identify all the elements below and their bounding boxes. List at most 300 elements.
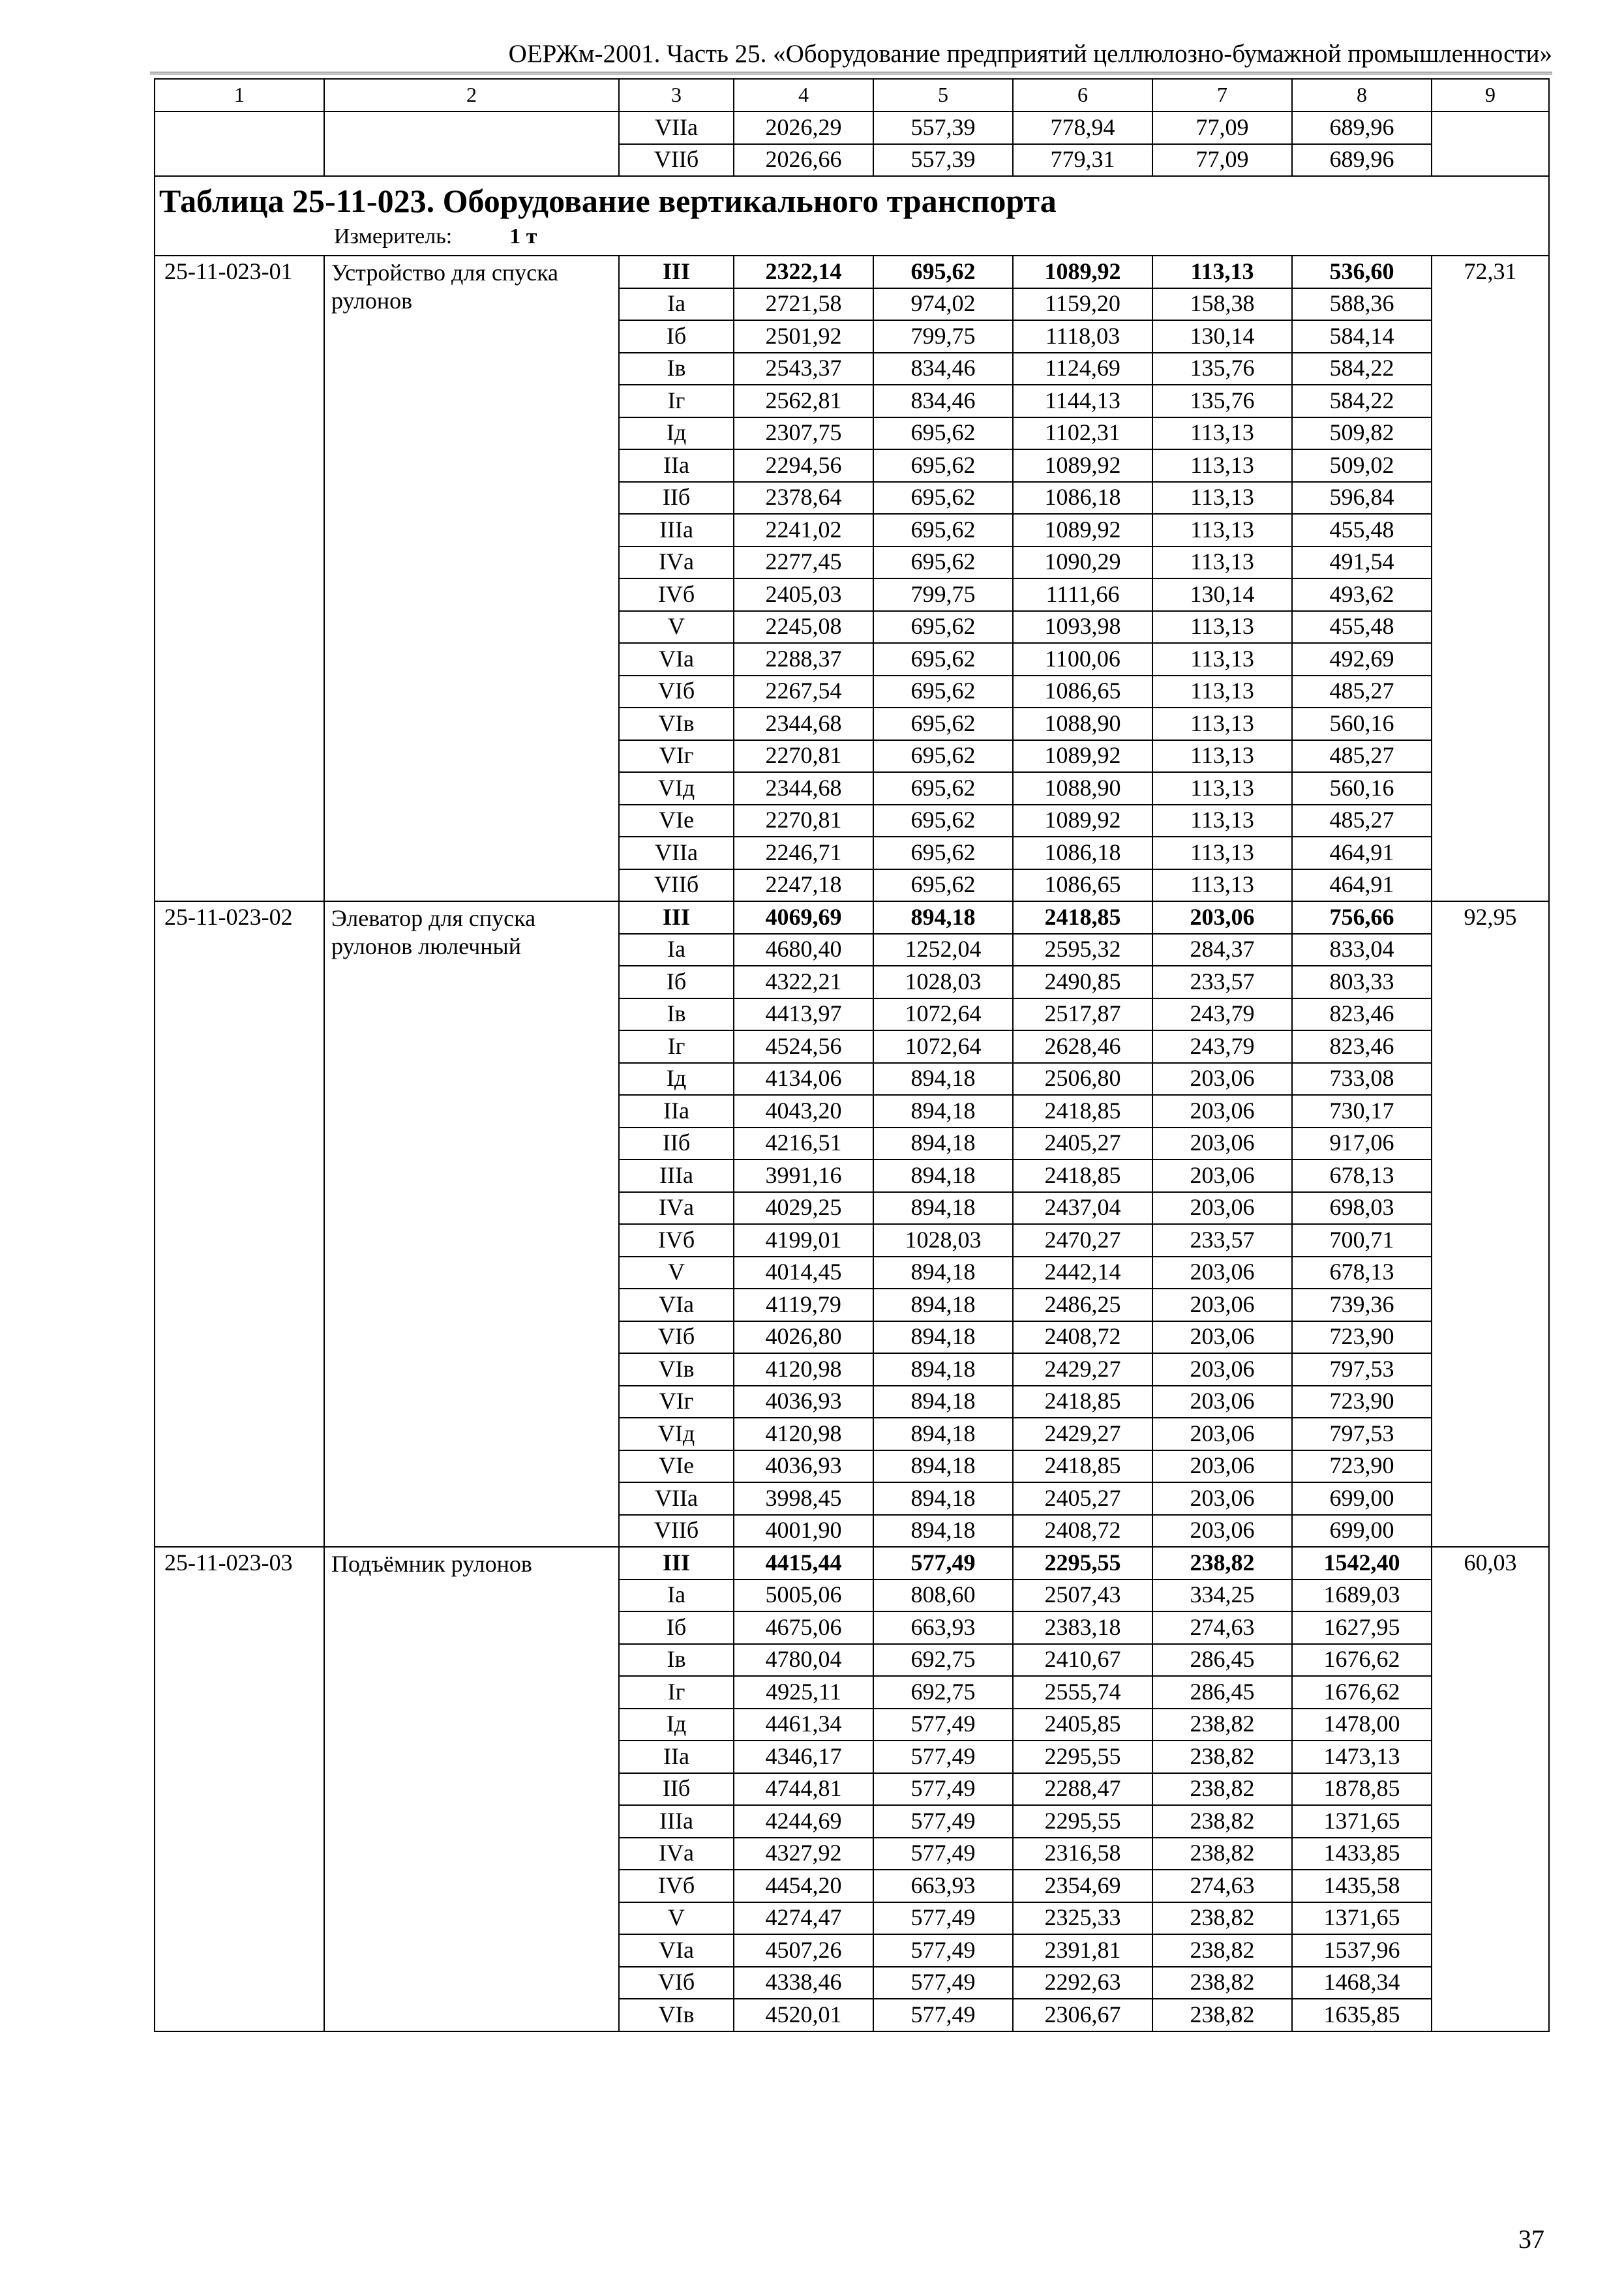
value-cell: 2306,67 bbox=[1013, 1999, 1152, 2031]
value-cell: 1089,92 bbox=[1013, 514, 1152, 546]
value-cell: 894,18 bbox=[873, 1450, 1013, 1483]
value-cell: 2294,56 bbox=[734, 449, 873, 482]
value-cell: 4199,01 bbox=[734, 1224, 873, 1257]
value-cell: 577,49 bbox=[873, 1838, 1013, 1870]
value-cell: 1089,92 bbox=[1013, 740, 1152, 773]
value-cell: 2241,02 bbox=[734, 514, 873, 546]
zone-cell: IIа bbox=[619, 1095, 734, 1128]
value-cell: 588,36 bbox=[1292, 288, 1432, 321]
value-cell: 577,49 bbox=[873, 1902, 1013, 1935]
value-cell: 334,25 bbox=[1152, 1579, 1292, 1612]
value-cell: 4001,90 bbox=[734, 1515, 873, 1548]
value-cell: 723,90 bbox=[1292, 1386, 1432, 1418]
meter-line bbox=[159, 224, 1544, 248]
value-cell: 485,27 bbox=[1292, 805, 1432, 837]
value-cell: 238,82 bbox=[1152, 1999, 1292, 2031]
value-cell: 1118,03 bbox=[1013, 320, 1152, 353]
value-cell: 692,75 bbox=[873, 1644, 1013, 1677]
value-cell: 1090,29 bbox=[1013, 546, 1152, 579]
value-cell: 1072,64 bbox=[873, 1030, 1013, 1063]
column-number: 7 bbox=[1152, 79, 1292, 112]
value-cell: 4520,01 bbox=[734, 1999, 873, 2031]
value-cell: 4327,92 bbox=[734, 1838, 873, 1870]
value-cell: 113,13 bbox=[1152, 514, 1292, 546]
value-cell: 1093,98 bbox=[1013, 611, 1152, 644]
value-cell: 2410,67 bbox=[1013, 1644, 1152, 1677]
value-cell: 493,62 bbox=[1292, 578, 1432, 611]
value-cell: 238,82 bbox=[1152, 1934, 1292, 1967]
value-cell: 1433,85 bbox=[1292, 1838, 1432, 1870]
value-cell: 4507,26 bbox=[734, 1934, 873, 1967]
value-cell: 1086,65 bbox=[1013, 869, 1152, 902]
value-cell: 894,18 bbox=[873, 1482, 1013, 1515]
value-cell: 1086,18 bbox=[1013, 482, 1152, 515]
value-cell: 2418,85 bbox=[1013, 1095, 1152, 1128]
value-cell: 1089,92 bbox=[1013, 449, 1152, 482]
value-cell: 203,06 bbox=[1152, 1192, 1292, 1225]
value-cell: 274,63 bbox=[1152, 1870, 1292, 1902]
value-cell: 695,62 bbox=[873, 772, 1013, 805]
value-cell: 4461,34 bbox=[734, 1709, 873, 1741]
zone-cell: VIе bbox=[619, 805, 734, 837]
value-cell: 894,18 bbox=[873, 1063, 1013, 1096]
value-cell: 130,14 bbox=[1152, 578, 1292, 611]
column-number: 4 bbox=[734, 79, 873, 112]
zone-cell: IVа bbox=[619, 1838, 734, 1870]
value-cell: 2246,71 bbox=[734, 837, 873, 869]
zone-cell: IIа bbox=[619, 1741, 734, 1773]
value-cell: 2555,74 bbox=[1013, 1676, 1152, 1709]
value-cell: 1159,20 bbox=[1013, 288, 1152, 321]
value-cell: 695,62 bbox=[873, 708, 1013, 740]
value-cell: 77,09 bbox=[1152, 112, 1292, 144]
value-cell: 238,82 bbox=[1152, 1547, 1292, 1579]
value-cell: 560,16 bbox=[1292, 772, 1432, 805]
zone-cell: VIг bbox=[619, 740, 734, 773]
item-extra-value: 60,03 bbox=[1432, 1547, 1549, 2031]
zone-cell: VIIб bbox=[619, 1515, 734, 1548]
zone-cell: VIг bbox=[619, 1386, 734, 1418]
value-cell: 238,82 bbox=[1152, 1967, 1292, 1999]
value-cell: 113,13 bbox=[1152, 869, 1292, 902]
zone-cell: IVа bbox=[619, 546, 734, 579]
table-title: Таблица 25-11-023. Оборудование вертикального транспорта bbox=[159, 183, 1057, 219]
value-cell: 4454,20 bbox=[734, 1870, 873, 1902]
value-cell: 695,62 bbox=[873, 449, 1013, 482]
value-cell: 203,06 bbox=[1152, 1482, 1292, 1515]
zone-cell: Iг bbox=[619, 1676, 734, 1709]
value-cell: 699,00 bbox=[1292, 1482, 1432, 1515]
value-cell: 233,57 bbox=[1152, 1224, 1292, 1257]
value-cell: 113,13 bbox=[1152, 611, 1292, 644]
value-cell: 1478,00 bbox=[1292, 1709, 1432, 1741]
value-cell: 894,18 bbox=[873, 1289, 1013, 1321]
value-cell: 823,46 bbox=[1292, 1030, 1432, 1063]
value-cell: 203,06 bbox=[1152, 1063, 1292, 1096]
value-cell: 1102,31 bbox=[1013, 417, 1152, 450]
zone-cell: IIIа bbox=[619, 1805, 734, 1838]
value-cell: 2307,75 bbox=[734, 417, 873, 450]
value-cell: 284,37 bbox=[1152, 934, 1292, 966]
value-cell: 4524,56 bbox=[734, 1030, 873, 1063]
value-cell: 113,13 bbox=[1152, 417, 1292, 450]
zone-cell: Iд bbox=[619, 1063, 734, 1096]
empty-cell bbox=[155, 112, 324, 176]
zone-cell: Iв bbox=[619, 353, 734, 385]
value-cell: 238,82 bbox=[1152, 1902, 1292, 1935]
value-cell: 4043,20 bbox=[734, 1095, 873, 1128]
value-cell: 797,53 bbox=[1292, 1353, 1432, 1386]
value-cell: 243,79 bbox=[1152, 1030, 1292, 1063]
value-cell: 4120,98 bbox=[734, 1418, 873, 1450]
value-cell: 1072,64 bbox=[873, 998, 1013, 1031]
value-cell: 203,06 bbox=[1152, 901, 1292, 934]
value-cell: 4134,06 bbox=[734, 1063, 873, 1096]
value-cell: 113,13 bbox=[1152, 256, 1292, 288]
value-cell: 823,46 bbox=[1292, 998, 1432, 1031]
value-cell: 894,18 bbox=[873, 1095, 1013, 1128]
table-body bbox=[155, 79, 1549, 2031]
value-cell: 4675,06 bbox=[734, 1611, 873, 1644]
value-cell: 1086,65 bbox=[1013, 676, 1152, 708]
value-cell: 4120,98 bbox=[734, 1353, 873, 1386]
zone-cell: VIв bbox=[619, 1999, 734, 2031]
value-cell: 577,49 bbox=[873, 1805, 1013, 1838]
value-cell: 723,90 bbox=[1292, 1450, 1432, 1483]
header-title: ОЕРЖм-2001. Часть 25. «Оборудование предприятий целлюлозно-бумажной промышленности» bbox=[508, 40, 1552, 68]
value-cell: 584,14 bbox=[1292, 320, 1432, 353]
item-name: Подъёмник рулонов bbox=[324, 1547, 619, 2031]
value-cell: 238,82 bbox=[1152, 1805, 1292, 1838]
value-cell: 238,82 bbox=[1152, 1709, 1292, 1741]
value-cell: 4014,45 bbox=[734, 1257, 873, 1289]
value-cell: 695,62 bbox=[873, 546, 1013, 579]
value-cell: 113,13 bbox=[1152, 772, 1292, 805]
value-cell: 2543,37 bbox=[734, 353, 873, 385]
table-row bbox=[155, 256, 1549, 288]
zone-cell: VIIб bbox=[619, 144, 734, 177]
column-number: 9 bbox=[1432, 79, 1549, 112]
value-cell: 113,13 bbox=[1152, 449, 1292, 482]
value-cell: 894,18 bbox=[873, 1192, 1013, 1225]
value-cell: 1635,85 bbox=[1292, 1999, 1432, 2031]
running-header bbox=[150, 31, 1552, 74]
value-cell: 894,18 bbox=[873, 1353, 1013, 1386]
value-cell: 2429,27 bbox=[1013, 1418, 1152, 1450]
value-cell: 203,06 bbox=[1152, 1128, 1292, 1160]
column-number: 6 bbox=[1013, 79, 1152, 112]
value-cell: 2391,81 bbox=[1013, 1934, 1152, 1967]
value-cell: 113,13 bbox=[1152, 676, 1292, 708]
value-cell: 695,62 bbox=[873, 676, 1013, 708]
value-cell: 596,84 bbox=[1292, 482, 1432, 515]
zone-cell: Iв bbox=[619, 998, 734, 1031]
value-cell: 1144,13 bbox=[1013, 385, 1152, 417]
zone-cell: Iд bbox=[619, 417, 734, 450]
value-cell: 974,02 bbox=[873, 288, 1013, 321]
value-cell: 1028,03 bbox=[873, 1224, 1013, 1257]
value-cell: 4338,46 bbox=[734, 1967, 873, 1999]
value-cell: 1028,03 bbox=[873, 966, 1013, 998]
value-cell: 1089,92 bbox=[1013, 256, 1152, 288]
zone-cell: V bbox=[619, 1257, 734, 1289]
value-cell: 2486,25 bbox=[1013, 1289, 1152, 1321]
item-extra-value: 72,31 bbox=[1432, 256, 1549, 901]
value-cell: 455,48 bbox=[1292, 514, 1432, 546]
value-cell: 2506,80 bbox=[1013, 1063, 1152, 1096]
value-cell: 698,03 bbox=[1292, 1192, 1432, 1225]
value-cell: 485,27 bbox=[1292, 676, 1432, 708]
value-cell: 1371,65 bbox=[1292, 1902, 1432, 1935]
value-cell: 113,13 bbox=[1152, 643, 1292, 676]
value-cell: 2245,08 bbox=[734, 611, 873, 644]
value-cell: 2405,85 bbox=[1013, 1709, 1152, 1741]
zone-cell: IIб bbox=[619, 1128, 734, 1160]
value-cell: 1878,85 bbox=[1292, 1773, 1432, 1806]
value-cell: 243,79 bbox=[1152, 998, 1292, 1031]
value-cell: 130,14 bbox=[1152, 320, 1292, 353]
value-cell: 2437,04 bbox=[1013, 1192, 1152, 1225]
value-cell: 4069,69 bbox=[734, 901, 873, 934]
value-cell: 536,60 bbox=[1292, 256, 1432, 288]
table-row bbox=[155, 1547, 1549, 1579]
value-cell: 1627,95 bbox=[1292, 1611, 1432, 1644]
value-cell: 2408,72 bbox=[1013, 1321, 1152, 1354]
value-cell: 233,57 bbox=[1152, 966, 1292, 998]
zone-cell: VIа bbox=[619, 643, 734, 676]
value-cell: 135,76 bbox=[1152, 353, 1292, 385]
value-cell: 834,46 bbox=[873, 385, 1013, 417]
value-cell: 699,00 bbox=[1292, 1515, 1432, 1548]
value-cell: 695,62 bbox=[873, 482, 1013, 515]
value-cell: 584,22 bbox=[1292, 385, 1432, 417]
value-cell: 2470,27 bbox=[1013, 1224, 1152, 1257]
value-cell: 4036,93 bbox=[734, 1386, 873, 1418]
value-cell: 1088,90 bbox=[1013, 708, 1152, 740]
value-cell: 689,96 bbox=[1292, 144, 1432, 177]
empty-cell bbox=[1432, 112, 1549, 176]
value-cell: 203,06 bbox=[1152, 1515, 1292, 1548]
zone-cell: Iд bbox=[619, 1709, 734, 1741]
zone-cell: Iа bbox=[619, 934, 734, 966]
value-cell: 678,13 bbox=[1292, 1159, 1432, 1192]
zone-cell: V bbox=[619, 1902, 734, 1935]
value-cell: 4322,21 bbox=[734, 966, 873, 998]
value-cell: 894,18 bbox=[873, 1386, 1013, 1418]
value-cell: 2405,27 bbox=[1013, 1482, 1152, 1515]
value-cell: 663,93 bbox=[873, 1870, 1013, 1902]
value-cell: 1435,58 bbox=[1292, 1870, 1432, 1902]
value-cell: 557,39 bbox=[873, 112, 1013, 144]
value-cell: 1689,03 bbox=[1292, 1579, 1432, 1612]
value-cell: 113,13 bbox=[1152, 546, 1292, 579]
value-cell: 2322,14 bbox=[734, 256, 873, 288]
value-cell: 2288,47 bbox=[1013, 1773, 1152, 1806]
value-cell: 2344,68 bbox=[734, 708, 873, 740]
value-cell: 560,16 bbox=[1292, 708, 1432, 740]
item-extra-value: 92,95 bbox=[1432, 901, 1549, 1547]
value-cell: 779,31 bbox=[1013, 144, 1152, 177]
zone-cell: Iг bbox=[619, 385, 734, 417]
value-cell: 2270,81 bbox=[734, 805, 873, 837]
value-cell: 203,06 bbox=[1152, 1418, 1292, 1450]
value-cell: 2026,29 bbox=[734, 112, 873, 144]
item-code: 25-11-023-01 bbox=[155, 256, 324, 901]
zone-cell: VIв bbox=[619, 708, 734, 740]
value-cell: 695,62 bbox=[873, 417, 1013, 450]
value-cell: 894,18 bbox=[873, 1515, 1013, 1548]
value-cell: 113,13 bbox=[1152, 482, 1292, 515]
column-number: 2 bbox=[324, 79, 619, 112]
zone-cell: Iб bbox=[619, 320, 734, 353]
value-cell: 158,38 bbox=[1152, 288, 1292, 321]
value-cell: 577,49 bbox=[873, 1773, 1013, 1806]
value-cell: 2408,72 bbox=[1013, 1515, 1152, 1548]
value-cell: 917,06 bbox=[1292, 1128, 1432, 1160]
value-cell: 695,62 bbox=[873, 869, 1013, 902]
zone-cell: VIб bbox=[619, 1321, 734, 1354]
value-cell: 695,62 bbox=[873, 837, 1013, 869]
value-cell: 2325,33 bbox=[1013, 1902, 1152, 1935]
value-cell: 894,18 bbox=[873, 1159, 1013, 1192]
zone-cell: VIIа bbox=[619, 1482, 734, 1515]
value-cell: 203,06 bbox=[1152, 1095, 1292, 1128]
value-cell: 203,06 bbox=[1152, 1386, 1292, 1418]
value-cell: 2295,55 bbox=[1013, 1741, 1152, 1773]
value-cell: 756,66 bbox=[1292, 901, 1432, 934]
zone-cell: V bbox=[619, 611, 734, 644]
column-number: 5 bbox=[873, 79, 1013, 112]
zone-cell: VIа bbox=[619, 1934, 734, 1967]
value-cell: 4036,93 bbox=[734, 1450, 873, 1483]
value-cell: 203,06 bbox=[1152, 1257, 1292, 1289]
item-name: Устройство для спуска рулонов bbox=[324, 256, 619, 901]
value-cell: 577,49 bbox=[873, 1934, 1013, 1967]
zone-cell: VIб bbox=[619, 1967, 734, 1999]
zone-cell: IVб bbox=[619, 1870, 734, 1902]
table-title-row bbox=[155, 176, 1549, 256]
value-cell: 4029,25 bbox=[734, 1192, 873, 1225]
value-cell: 1371,65 bbox=[1292, 1805, 1432, 1838]
value-cell: 2316,58 bbox=[1013, 1838, 1152, 1870]
value-cell: 3991,16 bbox=[734, 1159, 873, 1192]
value-cell: 2026,66 bbox=[734, 144, 873, 177]
value-cell: 203,06 bbox=[1152, 1450, 1292, 1483]
value-cell: 2383,18 bbox=[1013, 1611, 1152, 1644]
value-cell: 894,18 bbox=[873, 1128, 1013, 1160]
value-cell: 238,82 bbox=[1152, 1741, 1292, 1773]
value-cell: 2429,27 bbox=[1013, 1353, 1152, 1386]
value-cell: 2277,45 bbox=[734, 546, 873, 579]
value-cell: 4413,97 bbox=[734, 998, 873, 1031]
value-cell: 1676,62 bbox=[1292, 1676, 1432, 1709]
value-cell: 2292,63 bbox=[1013, 1967, 1152, 1999]
zone-cell: IIб bbox=[619, 1773, 734, 1806]
value-cell: 238,82 bbox=[1152, 1838, 1292, 1870]
zone-cell: VIIа bbox=[619, 837, 734, 869]
value-cell: 778,94 bbox=[1013, 112, 1152, 144]
value-cell: 2378,64 bbox=[734, 482, 873, 515]
value-cell: 695,62 bbox=[873, 256, 1013, 288]
zone-cell: VIIб bbox=[619, 869, 734, 902]
meter-value: 1 т bbox=[509, 224, 537, 248]
value-cell: 2288,37 bbox=[734, 643, 873, 676]
zone-cell: VIе bbox=[619, 1450, 734, 1483]
value-cell: 4216,51 bbox=[734, 1128, 873, 1160]
zone-cell: Iв bbox=[619, 1644, 734, 1677]
value-cell: 695,62 bbox=[873, 740, 1013, 773]
value-cell: 4119,79 bbox=[734, 1289, 873, 1321]
column-number: 8 bbox=[1292, 79, 1432, 112]
value-cell: 700,71 bbox=[1292, 1224, 1432, 1257]
zone-cell: IVб bbox=[619, 1224, 734, 1257]
value-cell: 1088,90 bbox=[1013, 772, 1152, 805]
zone-cell: Iб bbox=[619, 1611, 734, 1644]
value-cell: 4680,40 bbox=[734, 934, 873, 966]
value-cell: 894,18 bbox=[873, 901, 1013, 934]
value-cell: 695,62 bbox=[873, 514, 1013, 546]
value-cell: 834,46 bbox=[873, 353, 1013, 385]
value-cell: 557,39 bbox=[873, 144, 1013, 177]
value-cell: 577,49 bbox=[873, 1999, 1013, 2031]
value-cell: 695,62 bbox=[873, 611, 1013, 644]
value-cell: 2517,87 bbox=[1013, 998, 1152, 1031]
value-cell: 4026,80 bbox=[734, 1321, 873, 1354]
value-cell: 2595,32 bbox=[1013, 934, 1152, 966]
zone-cell: VIд bbox=[619, 1418, 734, 1450]
value-cell: 1100,06 bbox=[1013, 643, 1152, 676]
value-cell: 4415,44 bbox=[734, 1547, 873, 1579]
value-cell: 4780,04 bbox=[734, 1644, 873, 1677]
value-cell: 2721,58 bbox=[734, 288, 873, 321]
value-cell: 492,69 bbox=[1292, 643, 1432, 676]
value-cell: 286,45 bbox=[1152, 1644, 1292, 1677]
value-cell: 1468,34 bbox=[1292, 1967, 1432, 1999]
value-cell: 4244,69 bbox=[734, 1805, 873, 1838]
value-cell: 695,62 bbox=[873, 643, 1013, 676]
value-cell: 723,90 bbox=[1292, 1321, 1432, 1354]
value-cell: 730,17 bbox=[1292, 1095, 1432, 1128]
value-cell: 2418,85 bbox=[1013, 1450, 1152, 1483]
empty-cell bbox=[324, 112, 619, 176]
value-cell: 2267,54 bbox=[734, 676, 873, 708]
value-cell: 203,06 bbox=[1152, 1289, 1292, 1321]
value-cell: 692,75 bbox=[873, 1676, 1013, 1709]
value-cell: 2628,46 bbox=[1013, 1030, 1152, 1063]
zone-cell: IVб bbox=[619, 578, 734, 611]
value-cell: 2405,03 bbox=[734, 578, 873, 611]
zone-cell: III bbox=[619, 901, 734, 934]
value-cell: 77,09 bbox=[1152, 144, 1292, 177]
value-cell: 113,13 bbox=[1152, 708, 1292, 740]
value-cell: 2562,81 bbox=[734, 385, 873, 417]
value-cell: 238,82 bbox=[1152, 1773, 1292, 1806]
value-cell: 2344,68 bbox=[734, 772, 873, 805]
value-cell: 203,06 bbox=[1152, 1353, 1292, 1386]
zone-cell: IVа bbox=[619, 1192, 734, 1225]
value-cell: 203,06 bbox=[1152, 1321, 1292, 1354]
continuation-row bbox=[155, 112, 1549, 144]
value-cell: 894,18 bbox=[873, 1321, 1013, 1354]
value-cell: 2405,27 bbox=[1013, 1128, 1152, 1160]
value-cell: 894,18 bbox=[873, 1418, 1013, 1450]
zone-cell: IIIа bbox=[619, 1159, 734, 1192]
value-cell: 286,45 bbox=[1152, 1676, 1292, 1709]
value-cell: 4346,17 bbox=[734, 1741, 873, 1773]
value-cell: 1089,92 bbox=[1013, 805, 1152, 837]
zone-cell: VIа bbox=[619, 1289, 734, 1321]
value-cell: 1473,13 bbox=[1292, 1741, 1432, 1773]
